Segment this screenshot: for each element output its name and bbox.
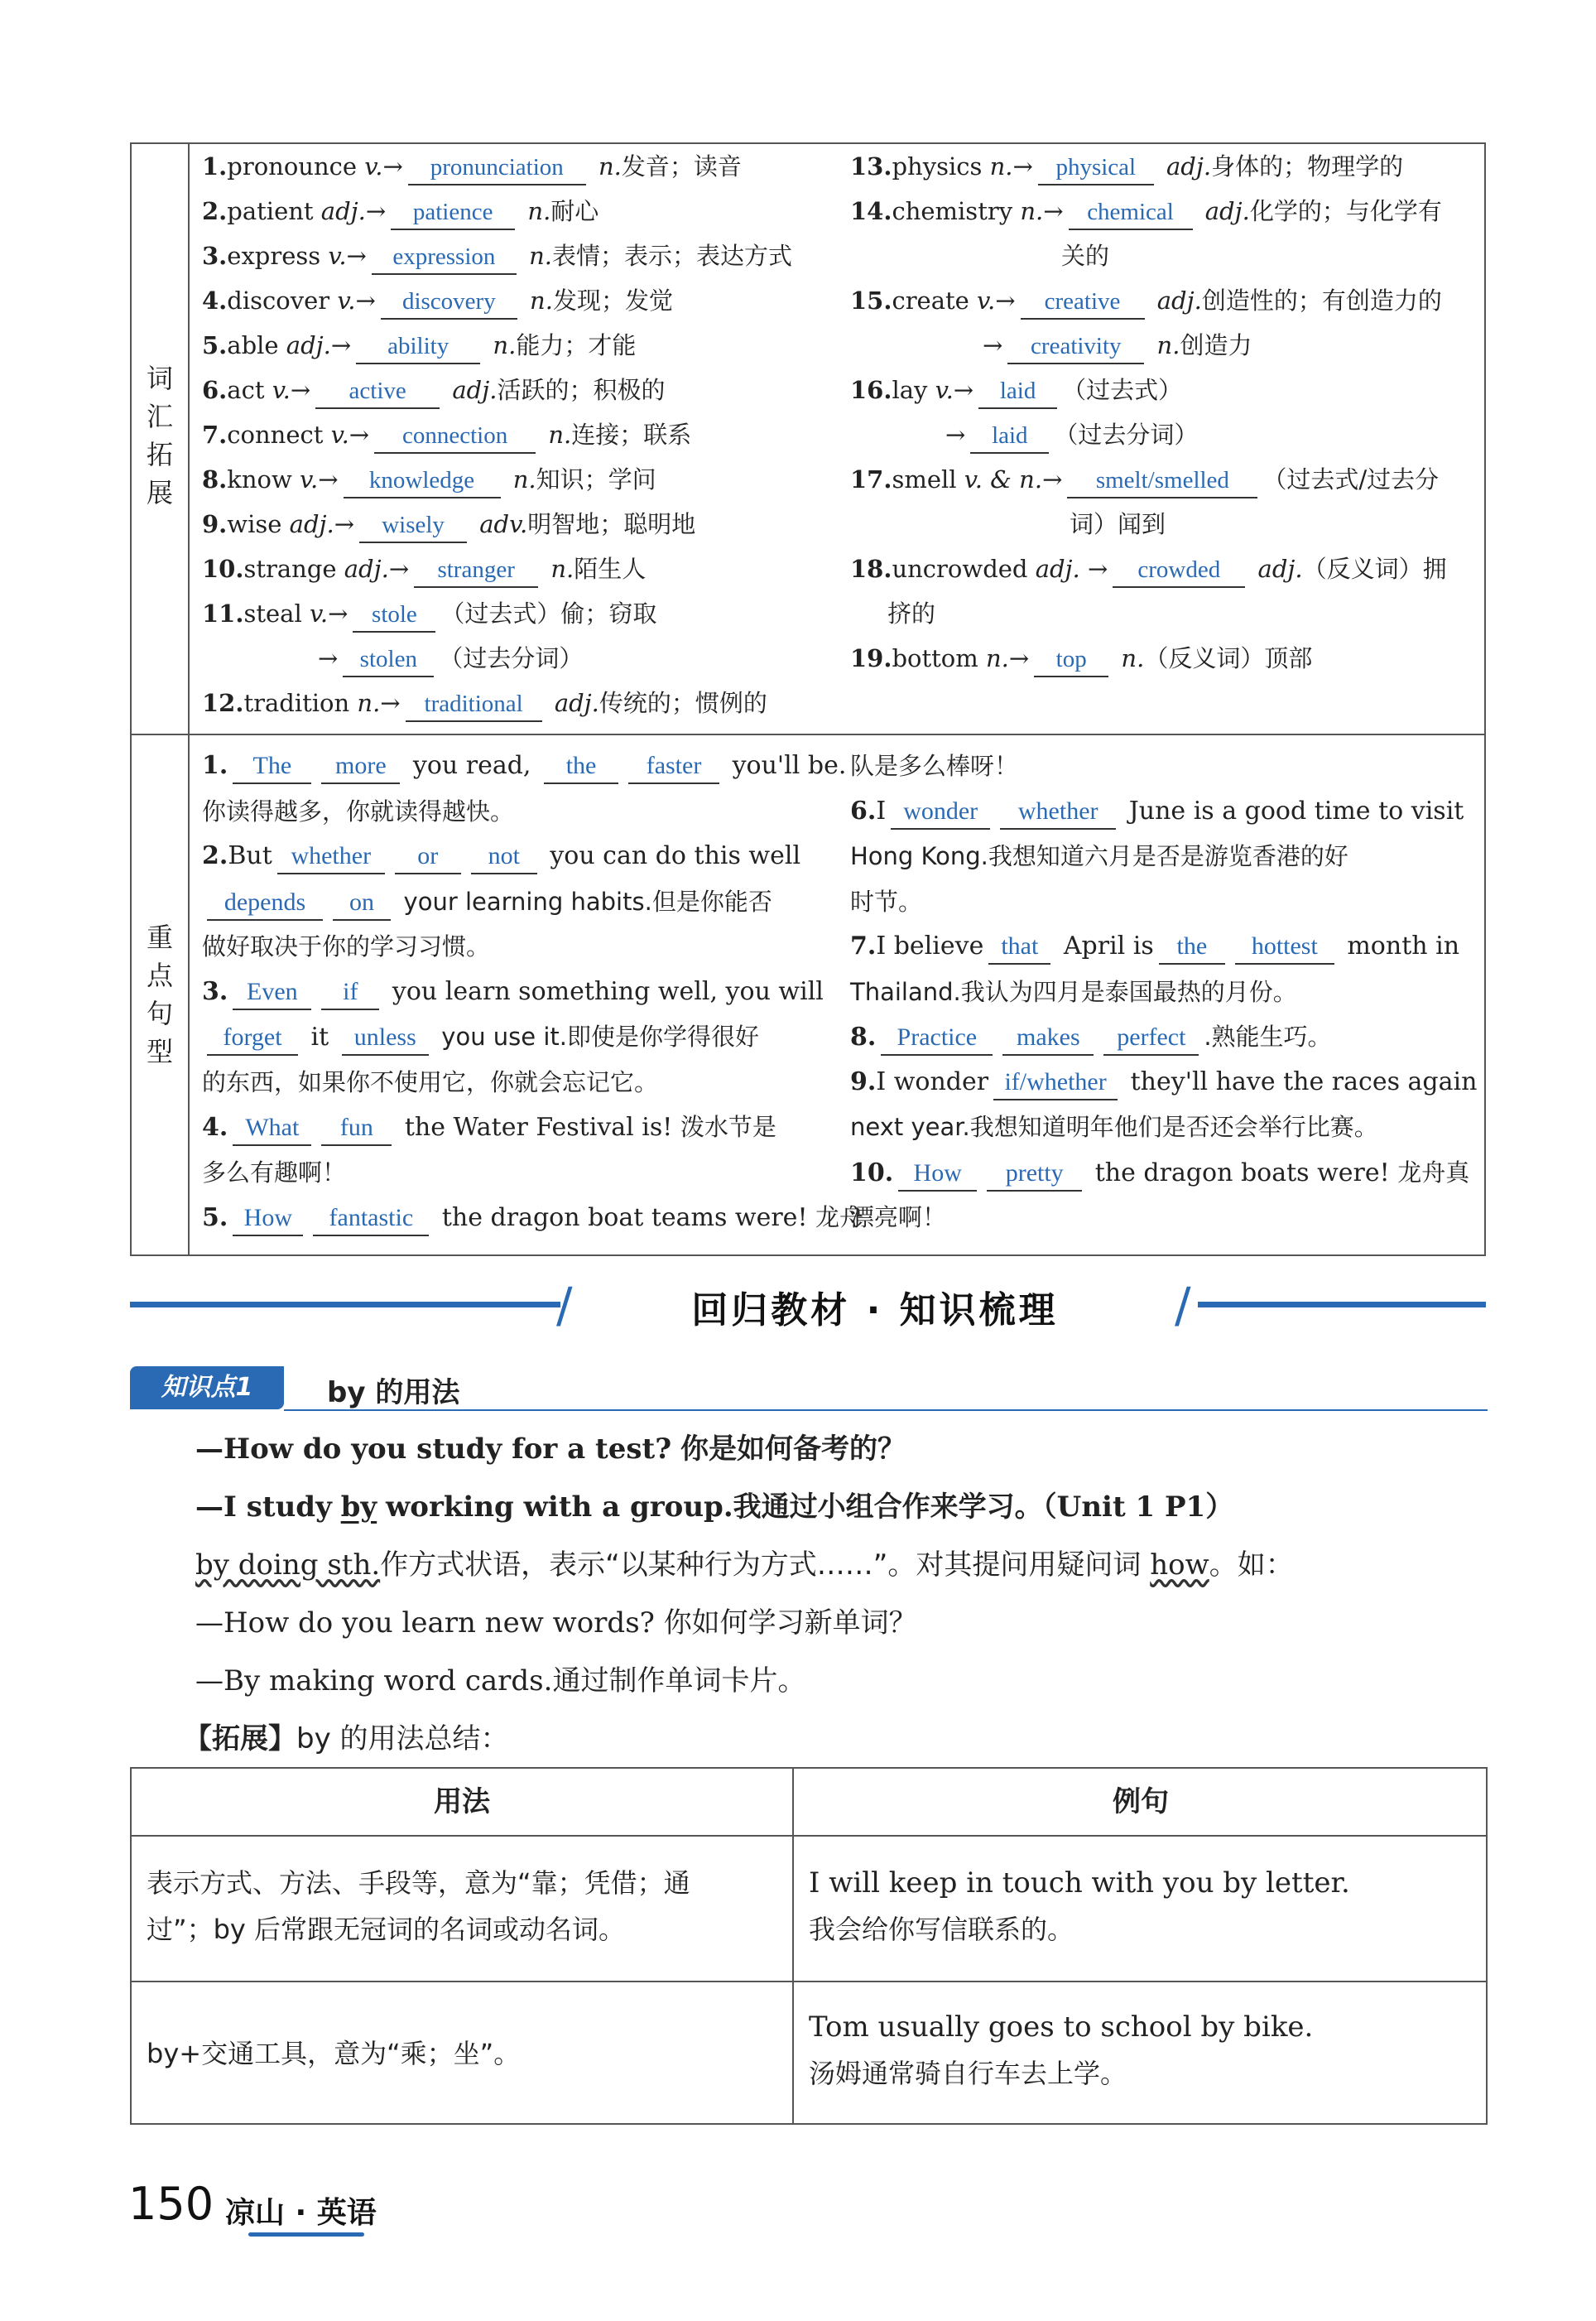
answer-blank[interactable]: knowledge (344, 464, 501, 498)
vocab-item: 1.pronounce v.→ pronunciation n.发音；读音 (202, 144, 815, 189)
answer-blank[interactable]: wisely (359, 508, 467, 543)
answer-blank[interactable]: if (321, 975, 379, 1010)
answer-blank[interactable]: How (233, 1201, 303, 1236)
sentences-left (202, 744, 864, 1240)
sentence-line: 5. How fantastic the dragon boat teams were! 龙舟 (202, 1195, 831, 1240)
answer-blank[interactable]: pronunciation (408, 151, 586, 185)
answer-blank[interactable]: or (395, 840, 461, 874)
answer-blank[interactable]: that (988, 930, 1050, 965)
header-bar (1198, 1302, 1486, 1307)
vocab-sentence-table (130, 142, 1486, 1256)
answer-blank[interactable]: whether (1000, 795, 1116, 830)
vocab-item: → laid （过去分词） (850, 412, 1479, 457)
slash-icon: / (556, 1277, 573, 1333)
usage-rule: by doing sth.作方式状语，表示“以某种行为方式……”。对其提问用疑问词 how。如： (195, 1548, 1294, 1582)
answer-blank[interactable]: on (333, 886, 391, 921)
answer-blank[interactable]: creativity (1007, 330, 1144, 364)
sentence-line: Thailand.我认为四月是泰国最热的月份。 (850, 977, 1297, 1006)
vocab-item: 5.able adj.→ ability n.能力；才能 (202, 323, 815, 368)
vocab-item: 15.create v.→ creative adj.创造性的；有创造力的 (850, 278, 1479, 323)
answer-blank[interactable]: active (315, 374, 440, 409)
sentence-line: forget it unless you use it.即使是你学得很好 (202, 1014, 831, 1060)
answer-blank[interactable]: wonder (891, 795, 990, 830)
answer-blank[interactable]: the (1159, 930, 1225, 965)
sentence-line: 多么有趣啊！ (202, 1158, 347, 1187)
vocab-item: 11.steal v.→ stole （过去式）偷；窃取 (202, 591, 815, 636)
vocab-item: 3.express v.→ expression n.表情；表示；表达方式 (202, 234, 815, 278)
table-divider (132, 1835, 1486, 1837)
answer-blank[interactable]: smelt/smelled (1067, 464, 1257, 498)
answer-blank[interactable]: expression (372, 240, 517, 275)
sentence-line: 2.But whether or not you can do this well (202, 834, 831, 879)
vocab-item: → creativity n.创造力 (850, 323, 1479, 368)
answer-blank[interactable]: physical (1038, 151, 1154, 185)
table-divider (188, 144, 190, 1254)
sentences-right (850, 744, 1479, 1240)
dialogue-answer: —I study by working with a group.我通过小组合作来学习。（Unit 1 P1） (195, 1490, 1234, 1524)
answer-blank[interactable]: fun (321, 1111, 392, 1146)
answer-blank[interactable]: makes (1002, 1021, 1094, 1056)
vocab-item-cont: 关的 (1061, 242, 1110, 270)
answer-blank[interactable]: connection (374, 419, 536, 454)
section-header (130, 1277, 1486, 1335)
vocab-item: 14.chemistry n.→ chemical adj.化学的；与化学有 (850, 189, 1479, 234)
by-usage-table (130, 1767, 1488, 2125)
answer-blank[interactable]: chemical (1069, 195, 1193, 230)
section-title: 回归教材 · 知识梳理 (691, 1289, 1059, 1331)
sentence-line: 你读得越多，你就读得越快。 (202, 797, 515, 826)
extension-note: 【拓展】by 的用法总结： (184, 1722, 509, 1755)
dialogue-question: —How do you study for a test? 你是如何备考的？ (195, 1433, 906, 1466)
table-header: 用法 (434, 1785, 490, 1818)
book-title: 凉山 · 英语 (225, 2196, 377, 2230)
table-divider (132, 1981, 1486, 1982)
table-header: 例句 (1113, 1785, 1169, 1818)
answer-blank[interactable]: forget (207, 1021, 298, 1056)
sentence-line: 的东西，如果你不使用它，你就会忘记它。 (202, 1067, 659, 1096)
answer-blank[interactable]: stranger (414, 553, 538, 588)
answer-blank[interactable]: more (321, 749, 400, 784)
vocab-item: 7.connect v.→ connection n.连接；联系 (202, 412, 815, 457)
knowledge-point-tag: 知识点1 (130, 1366, 284, 1409)
sentence-line: 9.I wonder if/whether they'll have the races again (850, 1060, 1479, 1105)
header-underline (284, 1409, 1488, 1411)
answer-blank[interactable]: perfect (1103, 1021, 1199, 1056)
answer-blank[interactable]: Practice (881, 1021, 993, 1056)
answer-blank[interactable]: What (233, 1111, 311, 1146)
vocab-item: 9.wise adj.→ wisely adv.明智地；聪明地 (202, 502, 815, 547)
knowledge-point-title: by 的用法 (327, 1376, 460, 1409)
table-cell-example: I will keep in touch with you by letter. 我会给你写信联系的。 (809, 1866, 1350, 1945)
slash-icon: / (1175, 1277, 1191, 1333)
answer-blank[interactable]: depends (207, 886, 323, 921)
answer-blank[interactable]: if/whether (993, 1066, 1118, 1100)
sentence-line: 10. How pretty the dragon boats were! 龙舟真 (850, 1150, 1479, 1196)
answer-blank[interactable]: The (233, 749, 311, 784)
answer-blank[interactable]: stolen (343, 643, 434, 677)
answer-blank[interactable]: laid (978, 374, 1057, 409)
example-answer: —By making word cards.通过制作单词卡片。 (195, 1664, 806, 1697)
sentence-line: Hong Kong.我想知道六月是否是游览香港的好 (850, 842, 1348, 870)
footer-accent-line (248, 2232, 364, 2237)
vocab-item: 4.discover v.→ discovery n.发现；发觉 (202, 278, 815, 323)
vocab-item-cont: 词）闻到 (1070, 510, 1166, 538)
vocab-item: 12.tradition n.→ traditional adj.传统的；惯例的 (202, 681, 815, 725)
vocab-right-column (850, 144, 1479, 681)
sentence-line: 7.I believe that April is the hottest month in (850, 924, 1479, 970)
answer-blank[interactable]: Even (233, 975, 311, 1010)
sentence-line: 队是多么棒呀！ (850, 752, 1019, 780)
answer-blank[interactable]: How (898, 1157, 977, 1192)
vocab-item: 19.bottom n.→ top n.（反义词）顶部 (850, 636, 1479, 681)
sentence-label: 重点句型 (146, 922, 173, 1067)
vocab-item-cont: 挤的 (887, 600, 936, 628)
answer-blank[interactable]: traditional (406, 687, 542, 722)
vocab-item: 8.know v.→ knowledge n.知识；学问 (202, 457, 815, 502)
table-cell-usage: 表示方式、方法、手段等，意为“靠；凭借；通 过”；by 后常跟无冠词的名词或动名词。 (147, 1867, 690, 1945)
sentence-line: 4. What fun the Water Festival is! 泼水节是 (202, 1105, 831, 1150)
answer-blank[interactable]: whether (277, 840, 385, 874)
answer-blank[interactable]: stole (353, 598, 435, 633)
sentence-line: depends on your learning habits.但是你能否 (202, 879, 831, 925)
example-question: —How do you learn new words? 你如何学习新单词？ (195, 1606, 917, 1640)
vocab-item: 2.patient adj.→ patience n.耐心 (202, 189, 815, 234)
sentence-line: 漂亮啊！ (850, 1203, 947, 1231)
vocab-item: 6.act v.→ active adj.活跃的；积极的 (202, 368, 815, 412)
answer-blank[interactable]: creative (1021, 285, 1145, 320)
answer-blank[interactable]: crowded (1113, 553, 1245, 588)
page-number: 150 (128, 2178, 214, 2230)
answer-blank[interactable]: hottest (1235, 930, 1334, 965)
answer-blank[interactable]: ability (356, 330, 480, 364)
sentence-line: 1. The more you read, the faster you'll be. (202, 744, 831, 789)
answer-blank[interactable]: top (1034, 643, 1108, 677)
table-divider (132, 734, 1484, 735)
vocab-item: 16.lay v.→ laid （过去式） (850, 368, 1479, 412)
answer-blank[interactable]: pretty (987, 1157, 1082, 1192)
answer-blank[interactable]: laid (970, 419, 1049, 454)
knowledge-point-header (130, 1366, 1488, 1413)
vocab-item: 18.uncrowded adj. → crowded adj.（反义词）拥 (850, 547, 1479, 591)
sentence-line: 时节。 (850, 887, 923, 916)
sentence-line: next year.我想知道明年他们是否还会举行比赛。 (850, 1113, 1378, 1141)
header-bar (130, 1302, 560, 1307)
sentence-line: 6.I wonder whether June is a good time to visit (850, 789, 1479, 835)
table-cell-usage: by+交通工具，意为“乘；坐”。 (147, 2038, 521, 2069)
vocab-label: 词汇拓展 (146, 363, 173, 508)
answer-blank[interactable]: patience (391, 195, 515, 230)
table-cell-example: Tom usually goes to school by bike. 汤姆通常骑自行车去上学。 (809, 2010, 1314, 2089)
answer-blank[interactable]: the (544, 749, 618, 784)
vocab-item: → stolen （过去分词） (202, 636, 815, 681)
answer-blank[interactable]: discovery (381, 285, 517, 320)
answer-blank[interactable]: not (471, 840, 537, 874)
vocab-item: 10.strange adj.→ stranger n.陌生人 (202, 547, 815, 591)
vocab-left-column (202, 144, 815, 725)
sentence-line: 做好取决于你的学习习惯。 (202, 932, 491, 961)
vocab-item: 13.physics n.→ physical adj.身体的；物理学的 (850, 144, 1479, 189)
answer-blank[interactable]: fantastic (313, 1201, 429, 1236)
sentence-line: 8. Practice makes perfect .熟能生巧。 (850, 1014, 1479, 1060)
vocab-item: 17.smell v. & n.→ smelt/smelled （过去式/过去分 (850, 457, 1479, 502)
sentence-line: 3. Even if you learn something well, you will (202, 970, 831, 1015)
answer-blank[interactable]: unless (342, 1021, 429, 1056)
answer-blank[interactable]: faster (628, 749, 719, 784)
